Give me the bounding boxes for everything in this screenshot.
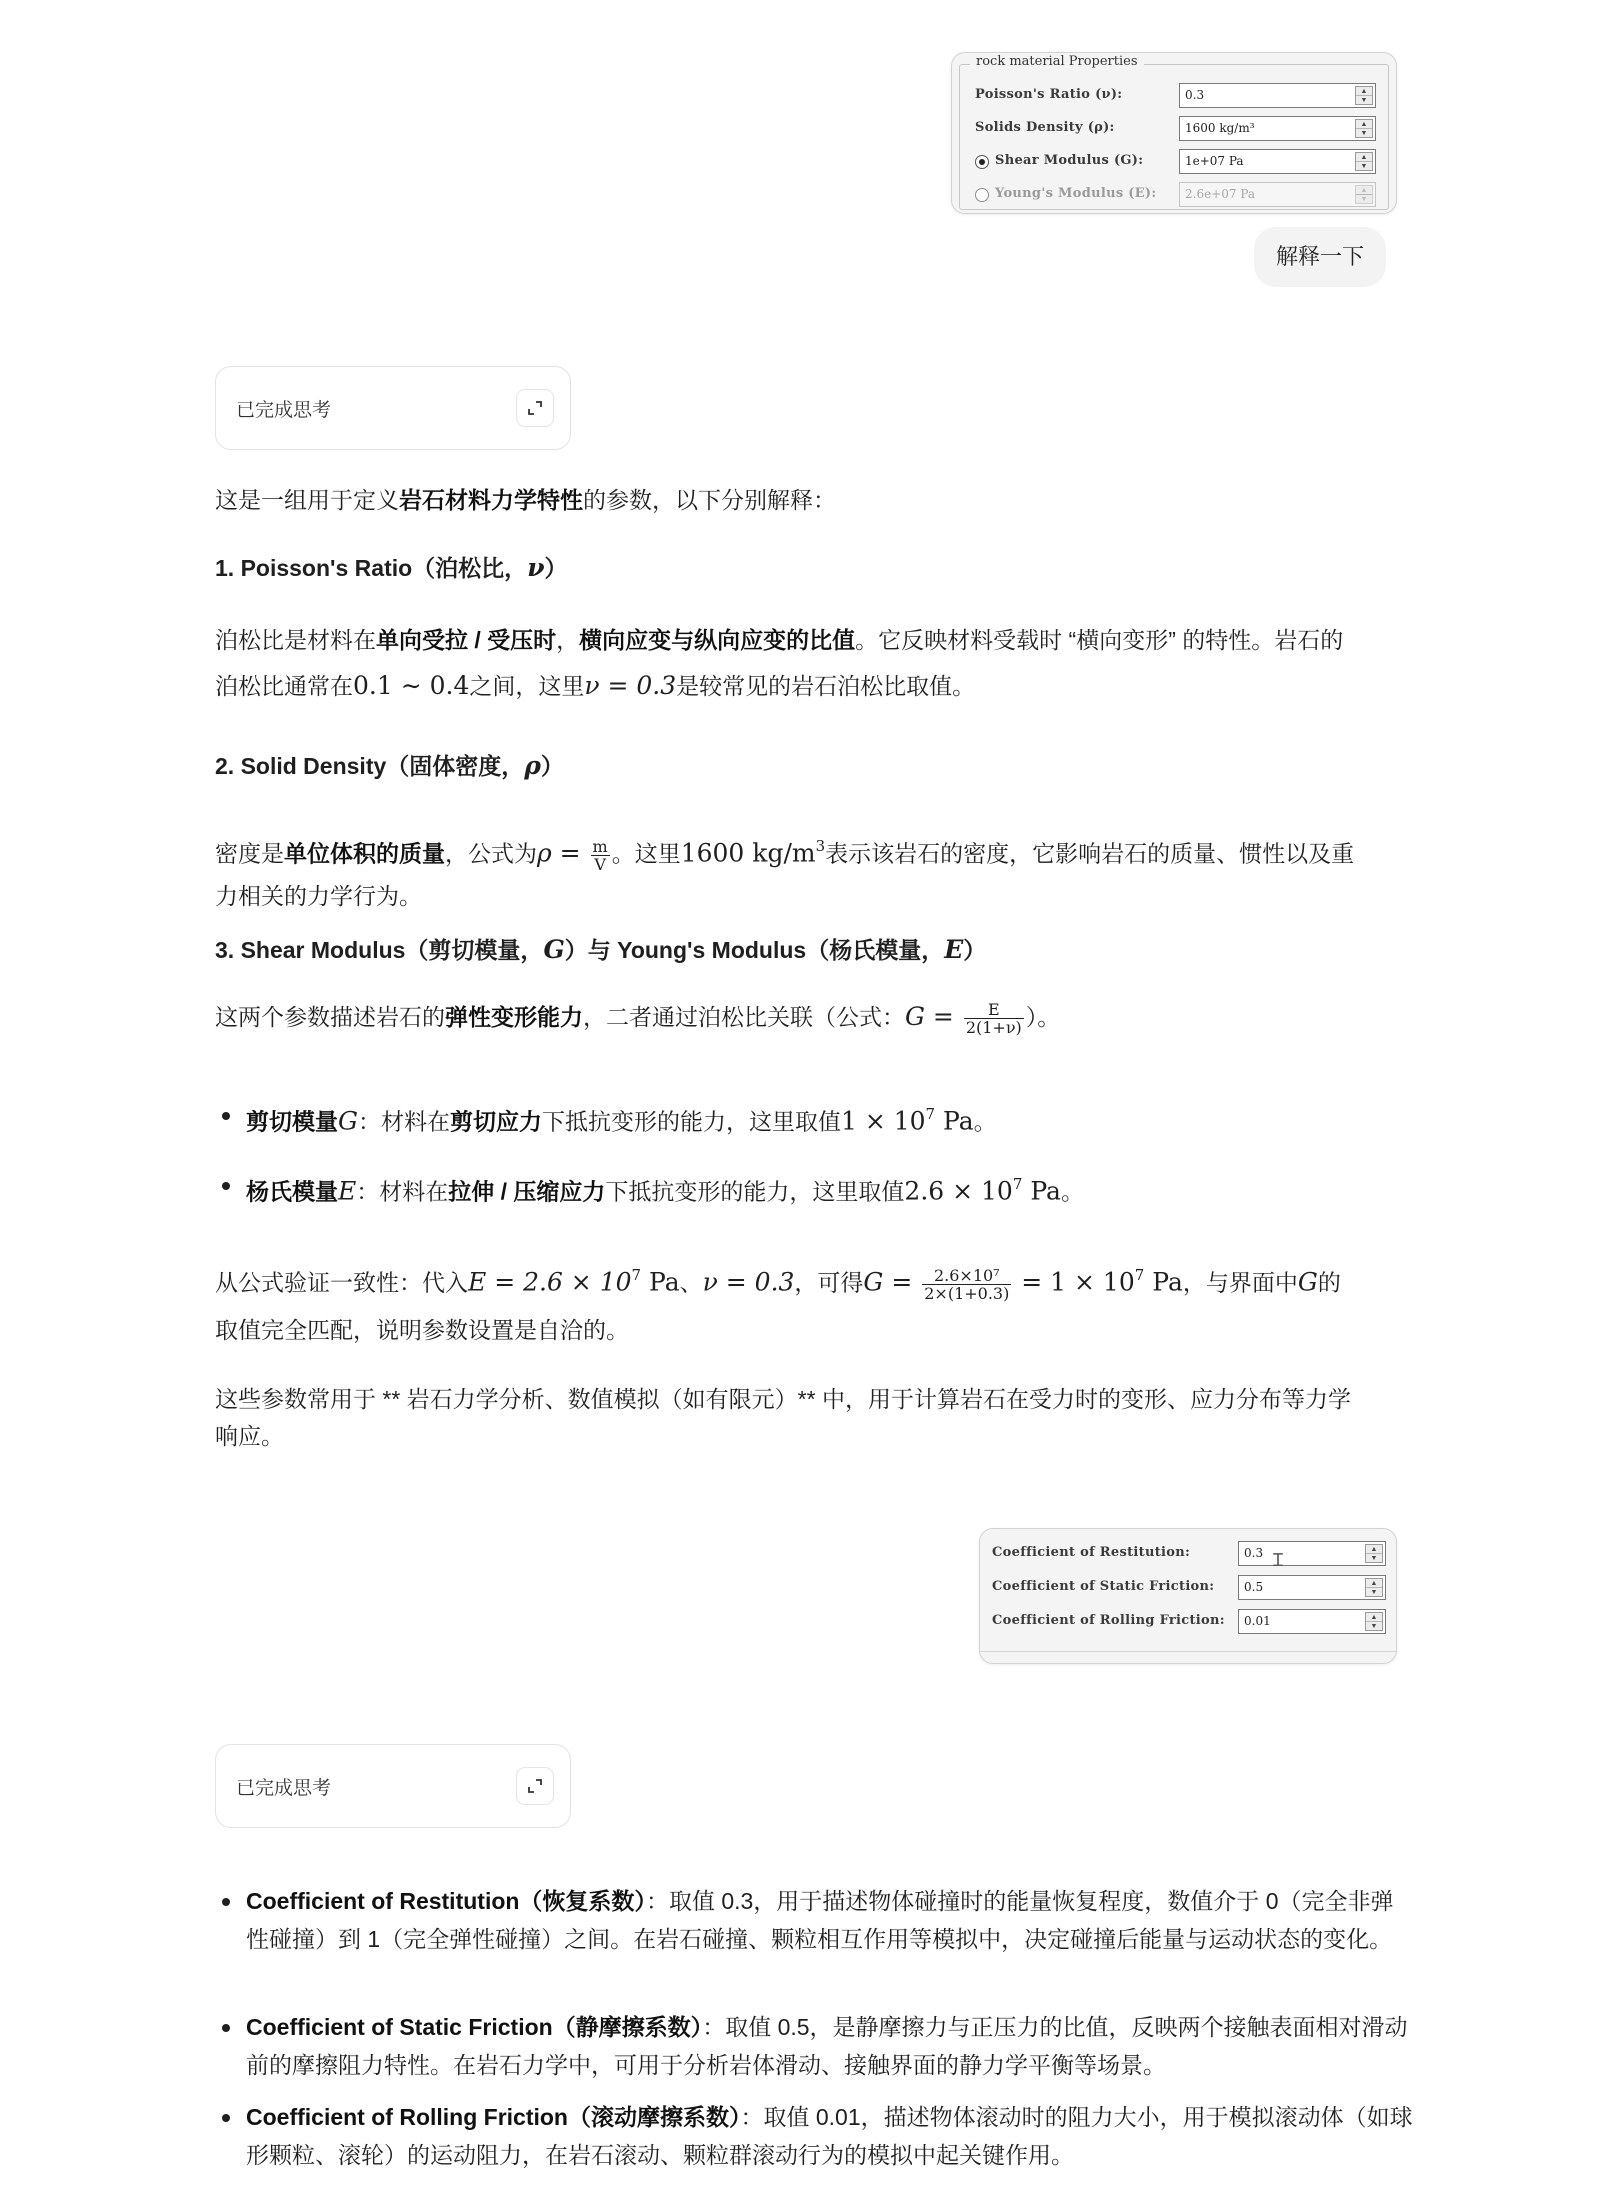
shear-modulus-row [952,146,1396,178]
solids-density-label: Solids Density (ρ): [975,120,1115,135]
bullet-dot [222,1182,230,1190]
verification-fraction: $\frac{\text{2.6×10⁷}}{2\times(1+0.3)}$ [924,1266,1010,1304]
shear-modulus-label: Shear Modulus (G): [995,153,1144,168]
poisson-ratio-spinbox[interactable] [1179,83,1376,108]
thinking-status-card[interactable] [215,366,571,450]
section-heading-density: 2. Solid Density（固体密度，ρ） [215,751,564,780]
static-friction-spinbox[interactable] [1238,1575,1386,1600]
density-paragraph-line2: 力相关的力学行为。 [215,883,422,909]
bullet-dot [222,2114,230,2122]
bullet-shear-modulus: 剪切模量G：材料在剪切应力下抵抗变形的能力，这里取值$1 \times 10^7$ Pa。 [246,1105,997,1136]
rolling-friction-value: 0.01 [1244,1614,1271,1628]
bullet-dot [222,2024,230,2032]
spin-up-icon[interactable]: ▲ [1370,1545,1378,1553]
solids-density-row [952,113,1396,145]
bullet-dot [222,1898,230,1906]
rock-properties-legend: rock material Properties [970,54,1144,69]
expand-icon [525,1776,545,1796]
modulus-fraction: $\frac{E}{2(1+\nu)}$ [965,1000,1022,1038]
answer-intro: 这是一组用于定义岩石材料力学特性的参数，以下分别解释： [215,487,836,513]
spin-down-icon[interactable]: ▼ [1356,161,1372,170]
spin-up-icon[interactable]: ▲ [1360,87,1368,95]
static-friction-row [980,1572,1396,1604]
closing-line1: 这些参数常用于 ** 岩石力学分析、数值模拟（如有限元）** 中，用于计算岩石在受力时的变形、应力分布等力学 [215,1386,1351,1412]
poisson-ratio-value: 0.3 [1185,88,1205,102]
thinking-status-label: 已完成思考 [236,1778,332,1799]
modulus-paragraph: 这两个参数描述岩石的弹性变形能力，二者通过泊松比关联（公式：G = $\frac{E}{2(1+\nu)}$ ）。 [215,1000,1061,1038]
youngs-modulus-radio[interactable] [975,188,989,202]
coef-item-rolling-friction: Coefficient of Rolling Friction（滚动摩擦系数）：取值 0.01，描述物体滚动时的阻力大小，用于模拟滚动体（如球形颗粒、滚轮）的运动阻力，在岩石滚动、颗粒群滚动行为的模拟中起关键作用。 [246,2104,1413,2168]
user-message-bubble: 解释一下 [1254,227,1386,287]
coef-item-restitution: Coefficient of Restitution（恢复系数）：取值 0.3，用于描述物体碰撞时的能量恢复程度，数值介于 0（完全非弹性碰撞）到 1（完全弹性碰撞）之间。在岩石碰撞、颗粒相互作用等模拟中，决定碰撞后能量与运动状态的变化。 [246,1888,1394,1952]
youngs-modulus-label: Young's Modulus (E): [995,186,1157,201]
youngs-modulus-row [952,179,1396,211]
youngs-modulus-spin-buttons [1355,185,1373,204]
spin-up-icon[interactable]: ▲ [1360,120,1368,128]
thinking-status-label: 已完成思考 [236,400,332,421]
shear-modulus-spin-buttons[interactable] [1355,152,1373,171]
spin-down-icon[interactable]: ▼ [1356,128,1372,137]
expand-thinking-button[interactable] [516,1767,554,1805]
closing-line2: 响应。 [215,1423,284,1449]
restitution-label: Coefficient of Restitution: [992,1545,1191,1560]
shear-modulus-value: 1e+07 Pa [1185,154,1244,168]
poisson-ratio-label: Poisson's Ratio (ν): [975,87,1123,102]
spin-down-icon: ▼ [1356,194,1372,203]
poisson-ratio-spin-buttons[interactable] [1355,86,1373,105]
solids-density-spin-buttons[interactable] [1355,119,1373,138]
expand-icon [525,398,545,418]
solids-density-spinbox[interactable] [1179,116,1376,141]
youngs-modulus-value: 2.6e+07 Pa [1185,187,1256,201]
solids-density-value: 1600 kg/m³ [1185,121,1255,135]
section-heading-poisson: 1. Poisson's Ratio（泊松比，ν） [215,553,568,582]
spin-up-icon[interactable]: ▲ [1370,1579,1378,1587]
spin-down-icon[interactable]: ▼ [1366,1553,1382,1562]
coef-item-static-friction: Coefficient of Static Friction（静摩擦系数）：取值 0.5，是静摩擦力与正压力的比值，反映两个接触表面相对滑动前的摩擦阻力特性。在岩石力学中，可用于分析岩体滑动、接触界面的静力学平衡等场景。 [246,2014,1408,2078]
bullet-dot [222,1112,230,1120]
density-fraction: $\frac{m}{V}$ [592,837,608,875]
verification-line2: 取值完全匹配，说明参数设置是自洽的。 [215,1317,629,1343]
rolling-friction-spinbox[interactable] [1238,1609,1386,1634]
coefficients-screenshot [979,1528,1397,1664]
poisson-ratio-row [952,80,1396,112]
rolling-friction-label: Coefficient of Rolling Friction: [992,1613,1225,1628]
youngs-modulus-spinbox [1179,182,1376,207]
poisson-paragraph-line2: 泊松比通常在0.1 ∼ 0.4之间，这里ν = 0.3是较常见的岩石泊松比取值。 [215,671,976,700]
spin-down-icon[interactable]: ▼ [1366,1587,1382,1596]
restitution-spinbox[interactable] [1238,1541,1386,1566]
section-heading-modulus: 3. Shear Modulus（剪切模量，G）与 Young's Modulus（杨氏模量，E） [215,935,987,964]
spin-down-icon[interactable]: ▼ [1366,1621,1382,1630]
poisson-paragraph-line1: 泊松比是材料在单向受拉 / 受压时，横向应变与纵向应变的比值。它反映材料受载时 “横向变形” 的特性。岩石的 [215,627,1344,653]
shear-modulus-radio[interactable] [975,155,989,169]
static-friction-value: 0.5 [1244,1580,1264,1594]
rock-properties-screenshot [951,52,1397,214]
restitution-spin-buttons[interactable] [1365,1544,1383,1563]
bullet-youngs-modulus: 杨氏模量E：材料在拉伸 / 压缩应力下抵抗变形的能力，这里取值$2.6 \times 10^7$ Pa。 [246,1175,1084,1206]
spin-up-icon: ▲ [1360,186,1368,194]
panel-bottom-divider [980,1651,1396,1652]
expand-thinking-button[interactable] [516,389,554,427]
spin-up-icon[interactable]: ▲ [1360,153,1368,161]
rolling-friction-spin-buttons[interactable] [1365,1612,1383,1631]
static-friction-spin-buttons[interactable] [1365,1578,1383,1597]
thinking-status-card[interactable] [215,1744,571,1828]
rolling-friction-row [980,1606,1396,1638]
verification-line1: 从公式验证一致性：代入$E = 2.6 \times 10^7$ Pa、ν = 0.3，可得G = $\frac{\text{2.6×10⁷}}{2\times(1+0.3)}$ = $1 \times 10^7$ Pa，与界面中G的 [215,1266,1341,1304]
spin-down-icon[interactable]: ▼ [1356,95,1372,104]
density-paragraph-line1: 密度是单位体积的质量，公式为ρ = $\frac{m}{V}$ 。这里1600 $kg/m^3$表示该岩石的密度，它影响岩石的质量、惯性以及重 [215,837,1355,875]
restitution-row [980,1538,1396,1570]
static-friction-label: Coefficient of Static Friction: [992,1579,1215,1594]
restitution-value: 0.3 [1244,1546,1264,1560]
spin-up-icon[interactable]: ▲ [1370,1613,1378,1621]
shear-modulus-spinbox[interactable] [1179,149,1376,174]
text-cursor-icon: Ɪ [1273,1550,1284,1571]
